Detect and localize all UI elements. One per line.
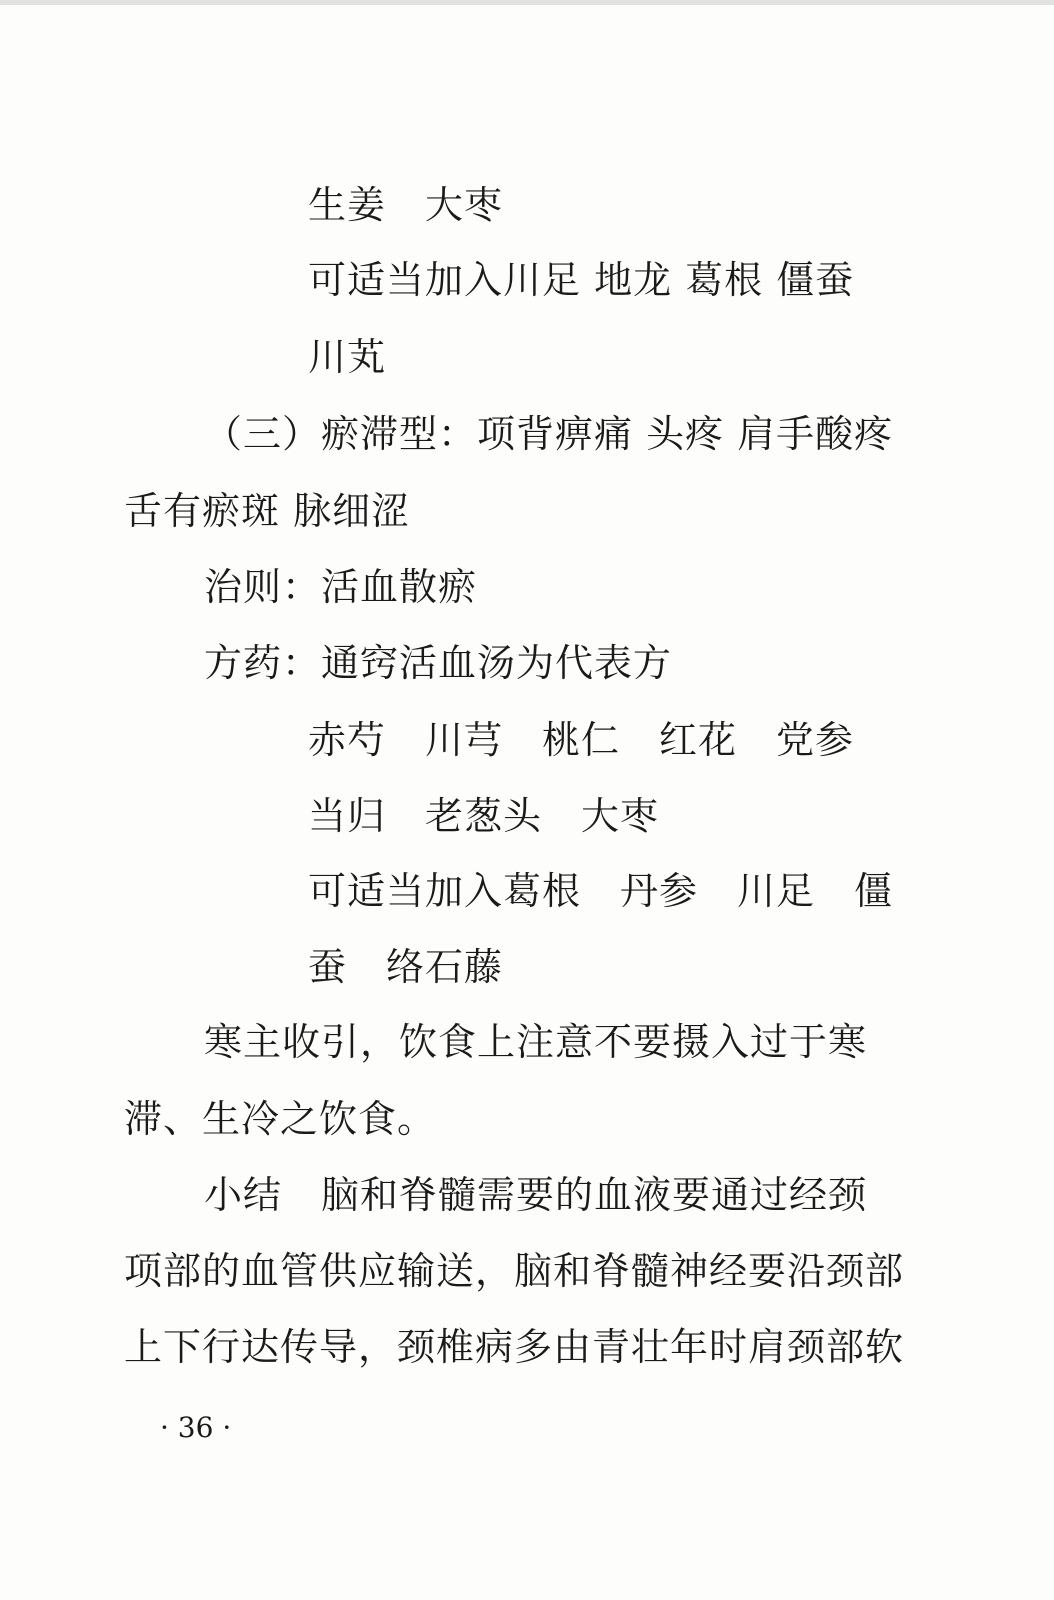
text-line-1: 生姜 大枣 (308, 183, 504, 227)
text-line-9: 当归 老葱头 大枣 (308, 794, 660, 838)
text-line-16: 上下行达传导，颈椎病多由青壮年时肩颈部软 (124, 1325, 905, 1369)
text-line-10: 可适当加入葛根 丹参 川足 僵 (308, 869, 894, 913)
text-line-8: 赤芍 川芎 桃仁 红花 党参 (308, 718, 855, 762)
text-line-3: 川芄 (308, 335, 387, 379)
text-line-6: 治则：活血散瘀 (204, 565, 478, 609)
text-line-13: 滞、生冷之饮食。 (124, 1097, 437, 1141)
text-line-15: 项部的血管供应输送，脑和脊髓神经要沿颈部 (124, 1249, 905, 1293)
text-line-14: 小结 脑和脊髓需要的血液要通过经颈 (204, 1173, 868, 1217)
page-number: · 36 · (160, 1411, 232, 1444)
text-line-2: 可适当加入川足 地龙 葛根 僵蚕 (308, 258, 855, 302)
text-line-12: 寒主收引，饮食上注意不要摄入过于寒 (204, 1020, 868, 1064)
text-line-7: 方药：通窍活血汤为代表方 (204, 641, 673, 685)
text-line-11: 蚕 络石藤 (308, 945, 504, 989)
text-line-5: 舌有瘀斑 脉细涩 (124, 489, 411, 533)
text-line-4: （三）瘀滞型：项背痹痛 头疼 肩手酸疼 (204, 412, 894, 456)
scan-top-edge (0, 0, 1054, 5)
